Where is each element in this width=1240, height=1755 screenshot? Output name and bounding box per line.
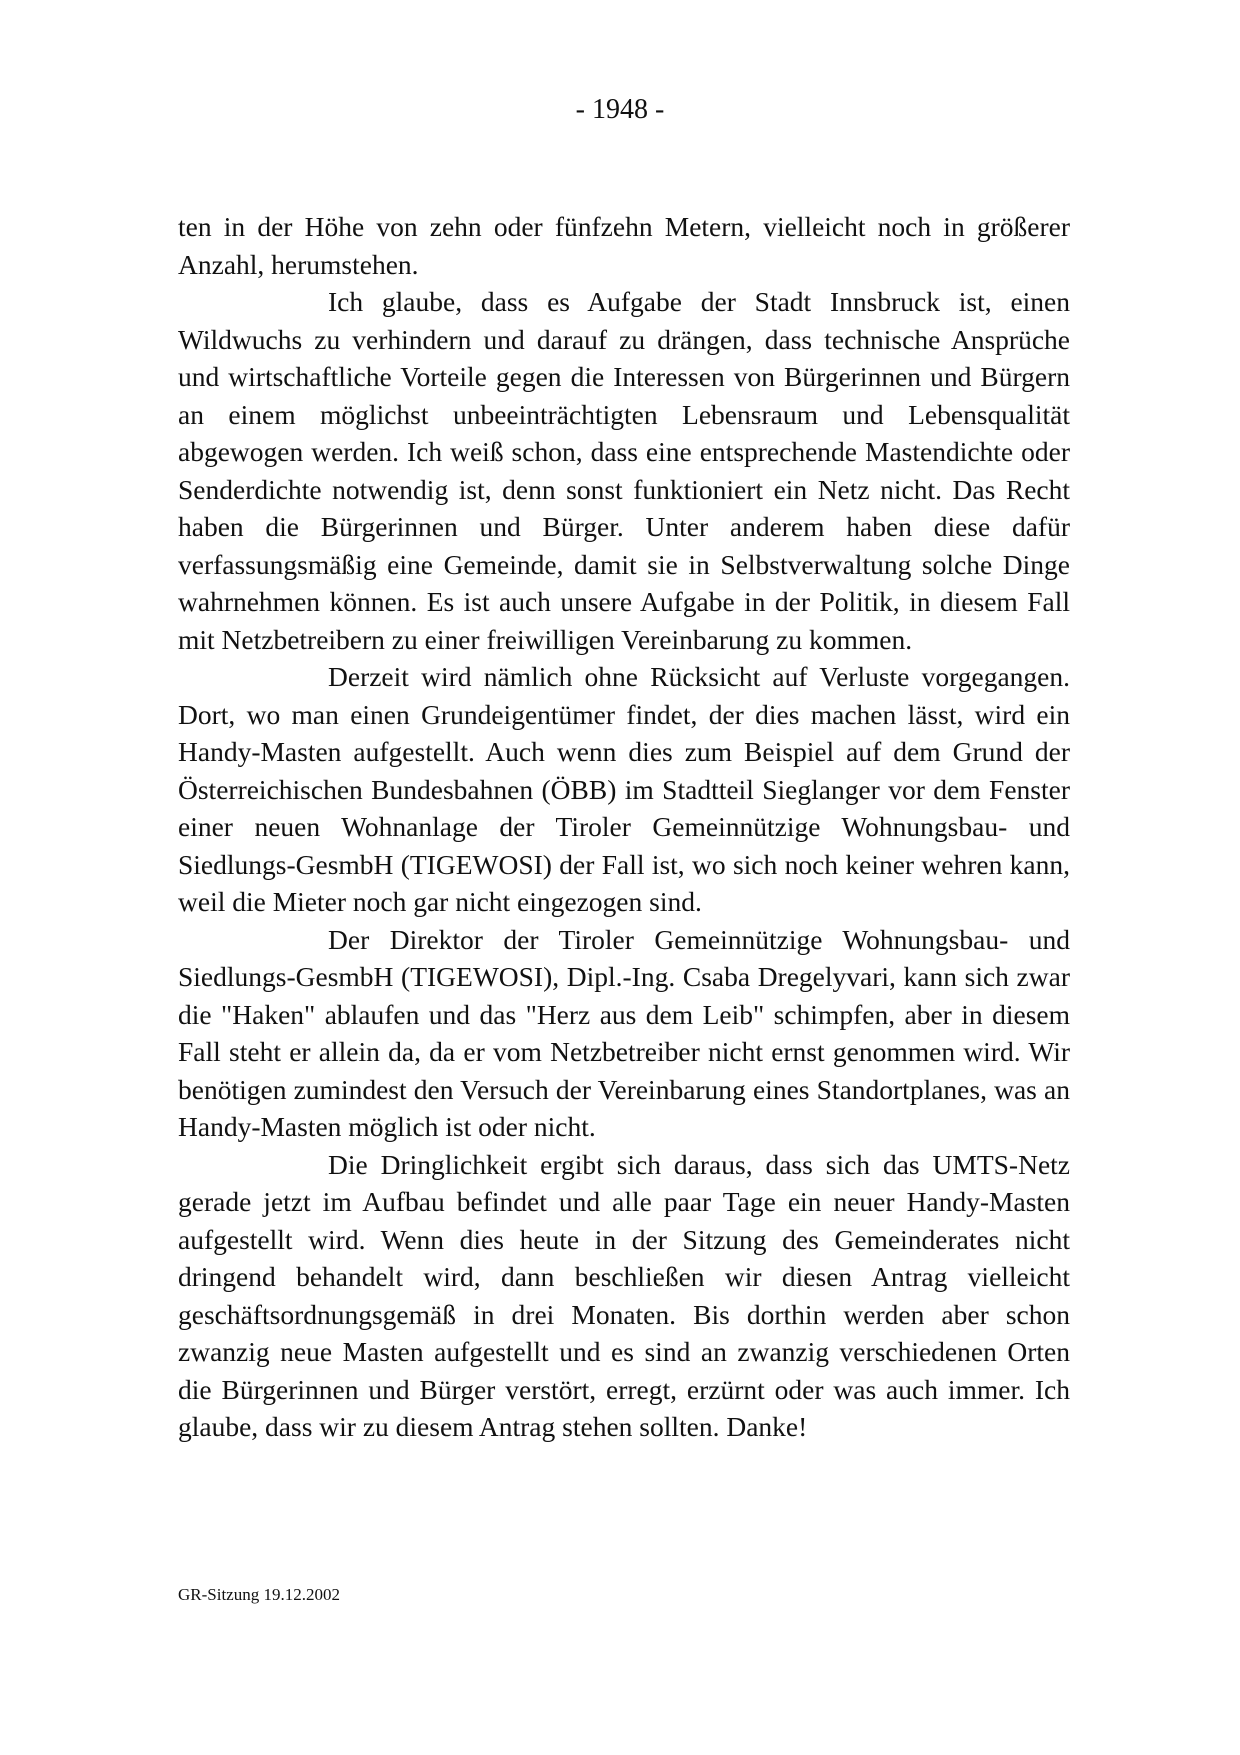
paragraph: Der Direktor der Tiroler Gemeinnützige Wohnungsbau- und Siedlungs-GesmbH (TIGEWOSI), Dipl.-Ing. Csaba Dregelyvari, kann sich zwar die "Haken" ablaufen und das "Herz aus dem Leib" schimpfen, aber in diesem Fall steht er allein da, da er vom Netzbetreiber nicht ernst genommen wird. Wir benötigen zumindest den Versuch der Vereinbarung eines Standortplanes, was an Handy-Masten möglich ist oder nicht.	[178, 923, 1070, 1142]
document-body	[178, 208, 1070, 1446]
paragraph: Ich glaube, dass es Aufgabe der Stadt Innsbruck ist, einen Wildwuchs zu verhindern und darauf zu drängen, dass technische Ansprüche und wirtschaftliche Vorteile gegen die Interessen von Bürgerinnen und Bürgern an einem möglichst unbeeinträchtigten Lebensraum und Lebensqualität abgewogen werden. Ich weiß schon, dass eine entsprechende Mastendichte oder Senderdichte notwendig ist, denn sonst funktioniert ein Netz nicht. Das Recht haben die Bürgerinnen und Bürger. Unter anderem haben diese dafür verfassungsmäßig eine Gemeinde, damit sie in Selbstverwaltung solche Dinge wahrnehmen können. Es ist auch unsere Aufgabe in der Politik, in diesem Fall mit Netzbetreibern zu einer freiwilligen Vereinbarung zu kommen.	[178, 286, 1070, 655]
footer-session-date: GR-Sitzung 19.12.2002	[178, 1585, 340, 1604]
paragraph: Derzeit wird nämlich ohne Rücksicht auf Verluste vorgegangen. Dort, wo man einen Grundeigentümer findet, der dies machen lässt, wird ein Handy-Masten aufgestellt. Auch wenn dies zum Beispiel auf dem Grund der Österreichischen Bundesbahnen (ÖBB) im Stadtteil Sieglanger vor dem Fenster einer neuen Wohnanlage der Tiroler Gemeinnützige Wohnungsbau- und Siedlungs-GesmbH (TIGEWOSI) der Fall ist, wo sich noch keiner wehren kann, weil die Mieter noch gar nicht eingezogen sind.	[178, 661, 1070, 917]
paragraph: Die Dringlichkeit ergibt sich daraus, dass sich das UMTS-Netz gerade jetzt im Aufbau befindet und alle paar Tage ein neuer Handy-Masten aufgestellt wird. Wenn dies heute in der Sitzung des Gemeinderates nicht dringend behandelt wird, dann beschließen wir diesen Antrag vielleicht geschäftsordnungsgemäß in drei Monaten. Bis dorthin werden aber schon zwanzig neue Masten aufgestellt und es sind an zwanzig verschiedenen Orten die Bürgerinnen und Bürger verstört, erregt, erzürnt oder was auch immer. Ich glaube, dass wir zu diesem Antrag stehen sollten. Danke!	[178, 1148, 1070, 1442]
paragraph-continuation: ten in der Höhe von zehn oder fünfzehn Metern, vielleicht noch in größerer Anzahl, herumstehen.	[178, 211, 1070, 280]
page-number: - 1948 -	[575, 94, 665, 125]
